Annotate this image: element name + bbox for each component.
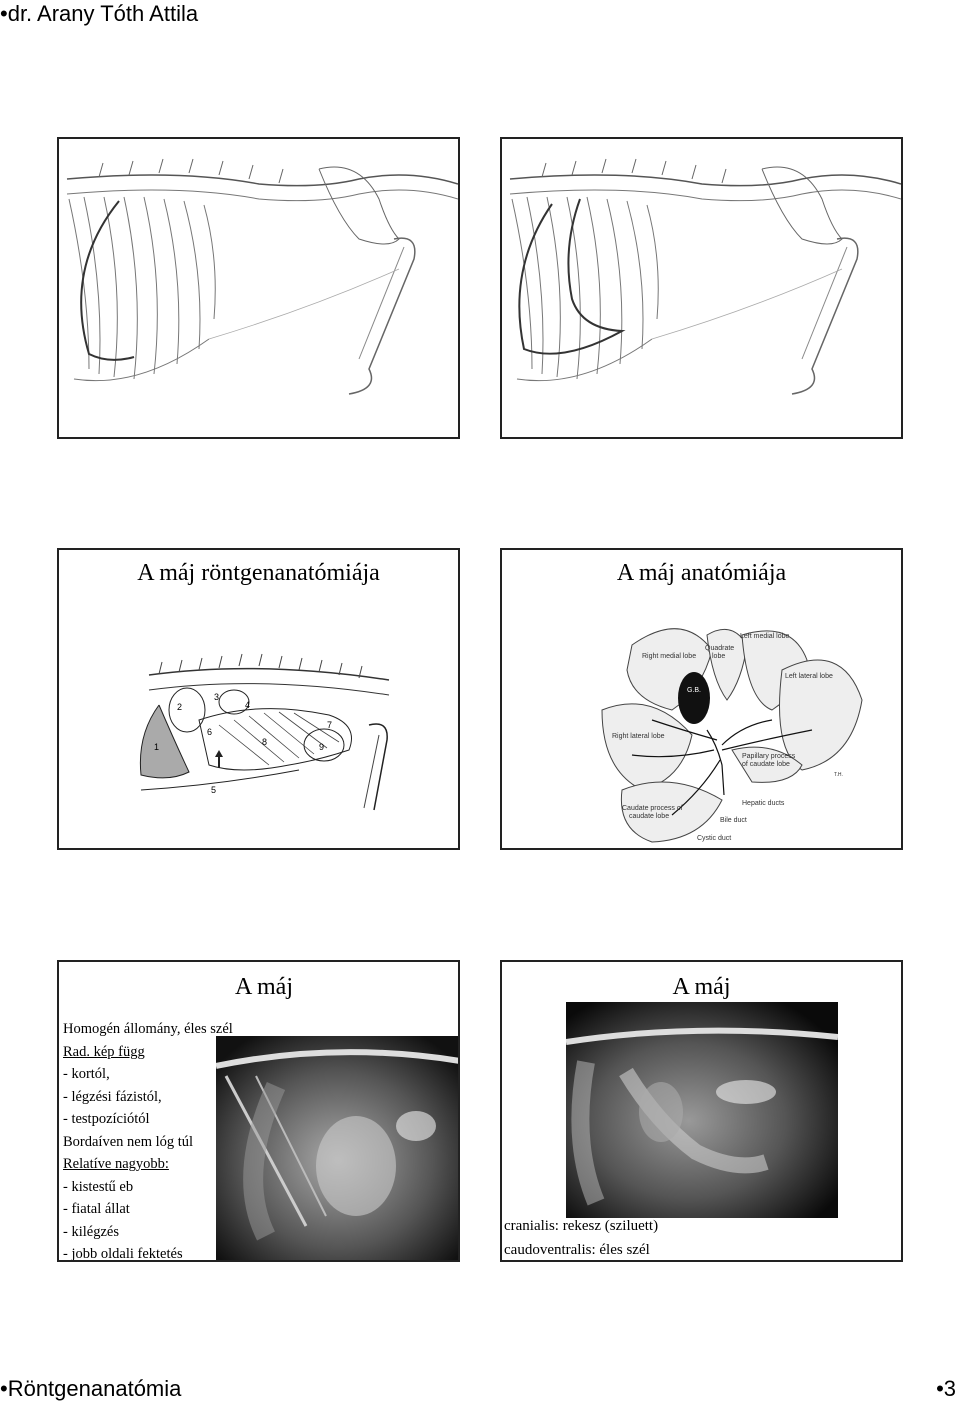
label-3: 3 [214, 692, 220, 702]
slide-skeleton-outline-1 [57, 137, 460, 439]
slide-skeleton-outline-2 [500, 137, 903, 439]
label-right-medial-lobe: Right medial lobe [642, 653, 697, 660]
text-line-3: - légzési fázistól, [63, 1088, 162, 1105]
text-line-0: Homogén állomány, éles szél [63, 1021, 233, 1037]
header-title: •dr. Arany Tóth Attila [0, 1, 199, 26]
slide-liver-radiographic-anatomy [57, 548, 460, 850]
text-line-8: - fiatal állat [63, 1201, 130, 1217]
label-7: 7 [327, 720, 333, 730]
slide-liver-text [57, 960, 460, 1262]
liver-text-block [63, 1018, 233, 1262]
xray-image [216, 1036, 460, 1262]
label-papillary-1: Papillary process [742, 753, 796, 760]
text-line-7: - kistestű eb [63, 1178, 134, 1195]
slide-title: A máj [672, 974, 731, 1000]
page-number: •3 [936, 1376, 956, 1401]
label-cystic-duct: Cystic duct [697, 835, 732, 842]
label-lobe: lobe [712, 653, 726, 660]
label-gb: G.B. [687, 687, 702, 694]
liver-anatomy-drawing [502, 550, 901, 848]
label-caudate-2: caudate lobe [629, 813, 670, 820]
label-bile-duct: Bile duct [720, 817, 747, 824]
text-line-9: - kilégzés [63, 1223, 119, 1240]
slide-liver-xray [500, 960, 903, 1262]
label-caudate-1: Caudate process of [622, 805, 683, 812]
xray-image [566, 1002, 838, 1218]
label-9: 9 [319, 742, 325, 752]
label-left-medial-lobe: Left medial lobe [740, 633, 790, 640]
caption-cranialis: cranialis: rekesz (sziluett) [504, 1218, 659, 1234]
text-line-10: - jobb oldali fektetés [63, 1246, 183, 1262]
skeleton-drawing [59, 139, 458, 437]
caption-caudoventralis: caudoventralis: éles szél [504, 1242, 650, 1258]
label-1: 1 [154, 742, 160, 752]
skeleton-drawing [502, 139, 901, 437]
radiographic-anatomy-drawing [59, 550, 458, 848]
text-line-5: Bordaíven nem lóg túl [63, 1133, 194, 1150]
slide-title: A máj [235, 974, 293, 1000]
label-left-lateral-lobe: Left lateral lobe [785, 673, 833, 680]
text-line-6: Relatíve nagyobb: [63, 1156, 169, 1172]
slide-title: A máj röntgenanatómiája [137, 560, 380, 586]
footer-title: •Röntgenanatómia [0, 1376, 182, 1401]
slide-title: A máj anatómiája [616, 560, 787, 586]
label-4: 4 [245, 700, 251, 710]
label-signature: T.H. [834, 772, 843, 778]
text-line-1: Rad. kép függ [63, 1043, 145, 1060]
label-2: 2 [177, 702, 183, 712]
label-hepatic-ducts: Hepatic ducts [742, 800, 785, 807]
text-line-2: - kortól, [63, 1066, 110, 1082]
label-8: 8 [262, 737, 268, 747]
label-quadrate: Quadrate [705, 645, 735, 652]
label-5: 5 [211, 785, 217, 795]
label-6: 6 [207, 727, 213, 737]
text-line-4: - testpozíciótól [63, 1111, 150, 1127]
label-right-lateral-lobe: Right lateral lobe [612, 733, 665, 740]
label-papillary-2: of caudate lobe [742, 761, 790, 768]
slide-liver-anatomy [500, 548, 903, 850]
